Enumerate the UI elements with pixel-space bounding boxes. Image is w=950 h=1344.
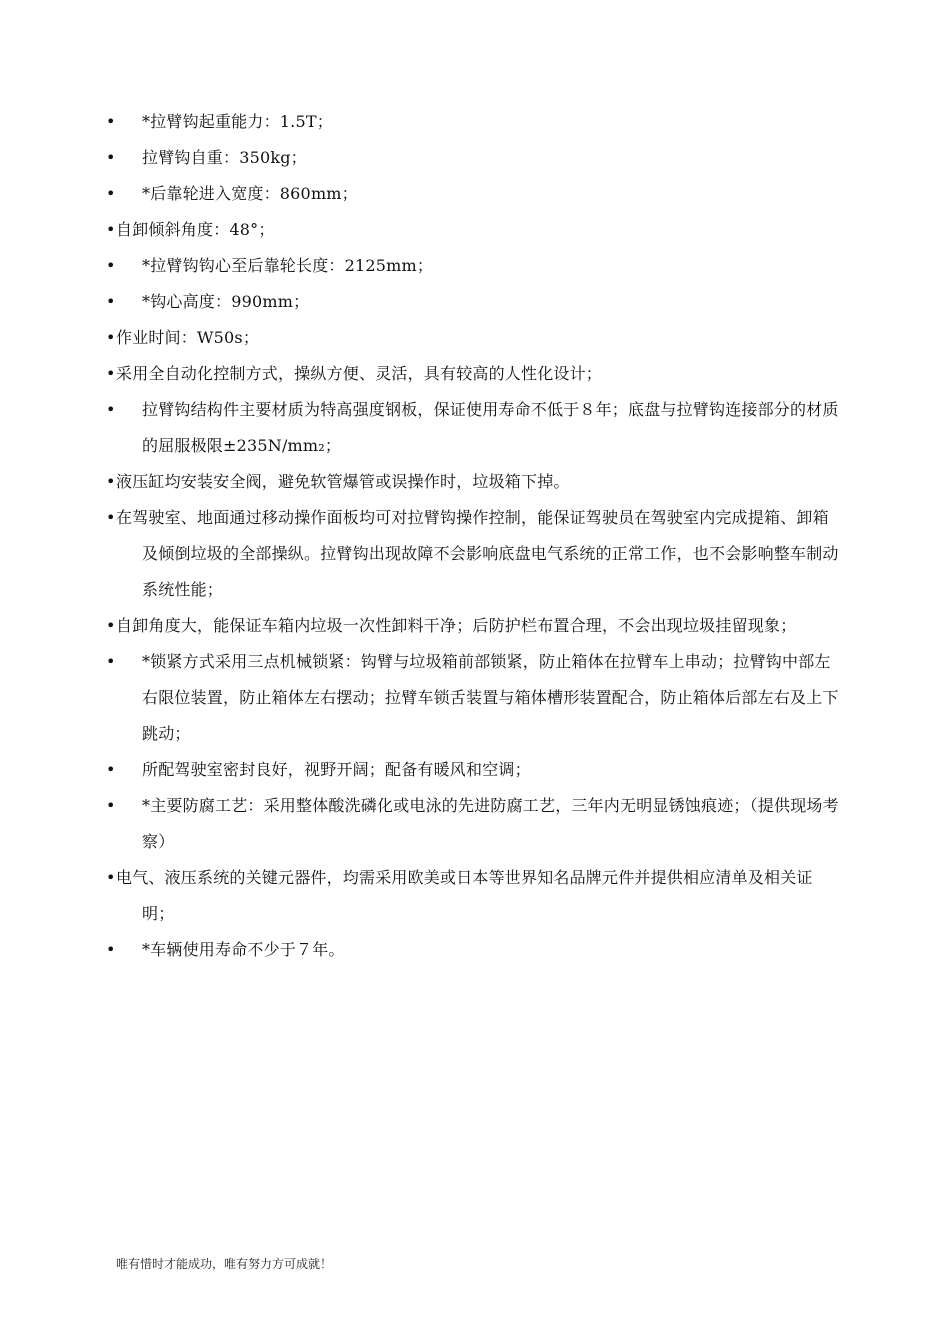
spec-list (106, 104, 841, 968)
spec-item-text: 作业时间：W50s； (116, 328, 260, 347)
bullet-icon: • (106, 400, 116, 419)
spec-item (106, 392, 841, 464)
spec-item (106, 752, 841, 788)
spec-item (106, 104, 841, 140)
spec-item-text: 在驾驶室、地面通过移动操作面板均可对拉臂钩操作控制，能保证驾驶员在驾驶室内完成提箱、卸箱及倾倒垃圾的全部操纵。拉臂钩出现故障不会影响底盘电气系统的正常工作，也不会影响整车制动系统性能； (116, 508, 839, 599)
spec-item-text: *主要防腐工艺：采用整体酸洗磷化或电泳的先进防腐工艺，三年内无明显锈蚀痕迹；（提供现场考察） (142, 796, 839, 851)
bullet-icon: • (106, 148, 116, 167)
spec-item (106, 140, 841, 176)
spec-item-text: 液压缸均安装安全阀，避免软管爆管或误操作时，垃圾箱下掉。 (116, 472, 570, 491)
spec-item (106, 320, 841, 356)
spec-item (106, 464, 841, 500)
spec-item (106, 932, 841, 968)
spec-item-text: 采用全自动化控制方式，操纵方便、灵活，具有较高的人性化设计； (116, 364, 603, 383)
spec-item-text: *锁紧方式采用三点机械锁紧：钩臂与垃圾箱前部锁紧，防止箱体在拉臂车上串动；拉臂钩中部左右限位装置，防止箱体左右摆动；拉臂车锁舌装置与箱体槽形装置配合，防止箱体后部左右及上下跳动； (142, 652, 839, 743)
bullet-icon: • (106, 868, 116, 887)
spec-item (106, 644, 841, 752)
bullet-icon: • (106, 616, 116, 635)
spec-item (106, 248, 841, 284)
spec-item (106, 500, 841, 608)
spec-item (106, 608, 841, 644)
spec-item-text: 所配驾驶室密封良好，视野开阔；配备有暖风和空调； (142, 760, 531, 779)
bullet-icon: • (106, 220, 116, 239)
bullet-icon: • (106, 472, 116, 491)
spec-item-text: *后靠轮进入宽度：860mm； (142, 184, 358, 203)
spec-item-text: 自卸倾斜角度：48°； (116, 220, 275, 239)
spec-item-text: 拉臂钩自重：350kg； (142, 148, 307, 167)
spec-item (106, 284, 841, 320)
spec-item (106, 860, 841, 932)
spec-item (106, 176, 841, 212)
spec-item-text: *车辆使用寿命不少于７年。 (142, 940, 345, 959)
spec-item (106, 212, 841, 248)
bullet-icon: • (106, 112, 116, 131)
spec-item-text: 拉臂钩结构件主要材质为特高强度钢板，保证使用寿命不低于８年；底盘与拉臂钩连接部分的材质的屈服极限±235N/mm₂； (142, 400, 839, 455)
bullet-icon: • (106, 652, 116, 671)
spec-item-text: 电气、液压系统的关键元器件，均需采用欧美或日本等世界知名品牌元件并提供相应清单及相关证明； (116, 868, 813, 923)
spec-item-text: 自卸角度大，能保证车箱内垃圾一次性卸料干净；后防护栏布置合理，不会出现垃圾挂留现象； (116, 616, 797, 635)
bullet-icon: • (106, 364, 116, 383)
spec-item-text: *拉臂钩起重能力：1.5T； (142, 112, 333, 131)
bullet-icon: • (106, 184, 116, 203)
spec-item (106, 788, 841, 860)
spec-item-text: *拉臂钩钩心至后靠轮长度：2125mm； (142, 256, 434, 275)
page-footer: 唯有惜时才能成功，唯有努力方可成就！ (116, 1257, 333, 1271)
bullet-icon: • (106, 508, 116, 527)
bullet-icon: • (106, 796, 116, 815)
bullet-icon: • (106, 256, 116, 275)
spec-item-text: *钩心高度：990mm； (142, 292, 310, 311)
spec-item (106, 356, 841, 392)
bullet-icon: • (106, 292, 116, 311)
bullet-icon: • (106, 760, 116, 779)
bullet-icon: • (106, 328, 116, 347)
bullet-icon: • (106, 940, 116, 959)
